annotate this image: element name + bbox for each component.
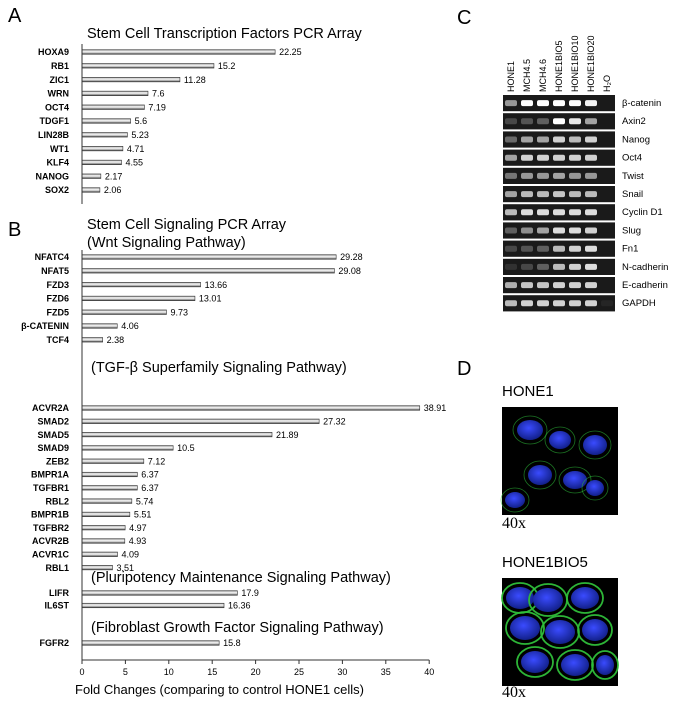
bar-label: WT1 xyxy=(50,143,69,154)
gel-band xyxy=(569,173,581,179)
panel-d-letter: D xyxy=(457,358,472,380)
bar-label: TDGF1 xyxy=(39,116,69,127)
lane-label: HONE1 xyxy=(506,60,516,92)
micrograph-title: HONE1 xyxy=(502,383,554,400)
x-tick-label: 15 xyxy=(207,667,218,677)
gel-band xyxy=(537,173,549,179)
cell-nucleus xyxy=(510,616,540,640)
bar xyxy=(82,459,144,464)
data-label: 29.28 xyxy=(340,252,363,263)
data-label: 2.17 xyxy=(104,171,123,182)
data-label: 3.51 xyxy=(116,562,134,573)
gel-band xyxy=(585,282,597,288)
gel-band xyxy=(537,228,549,234)
gel-band xyxy=(537,100,549,106)
data-label: 7.6 xyxy=(151,88,165,99)
bar xyxy=(82,641,219,646)
x-tick-label: 20 xyxy=(250,667,261,677)
magnification-label: 40x xyxy=(502,515,526,532)
gel-band xyxy=(521,282,533,288)
data-label: 38.91 xyxy=(423,403,447,414)
data-label: 13.66 xyxy=(204,279,228,290)
band-label: E-cadherin xyxy=(622,280,668,291)
bar-label: TGFBR2 xyxy=(33,522,69,533)
bar xyxy=(82,539,125,544)
gel-band xyxy=(553,209,565,215)
bar xyxy=(82,188,100,193)
lane-label: MCH4.6 xyxy=(538,58,548,92)
band-label: GAPDH xyxy=(622,298,656,310)
bar-label: KLF4 xyxy=(46,157,69,168)
bar xyxy=(82,552,118,557)
panel-b-bars xyxy=(21,252,446,648)
cell-nucleus xyxy=(545,620,575,644)
data-label: 6.37 xyxy=(141,469,159,480)
bar-label: ACVR1C xyxy=(31,549,69,560)
gel-band xyxy=(521,228,533,234)
x-tick-label: 5 xyxy=(122,667,128,677)
gel-band xyxy=(553,137,565,143)
bar-label: BMPR1B xyxy=(30,509,69,520)
bar xyxy=(82,269,334,274)
gel-band xyxy=(585,118,597,124)
gel-band xyxy=(521,137,533,143)
bar-label: NANOG xyxy=(35,171,69,182)
bar-label: FZD6 xyxy=(46,293,69,304)
gel-band xyxy=(569,155,581,161)
data-label: 22.25 xyxy=(279,47,302,58)
bar xyxy=(82,160,121,165)
bar xyxy=(82,419,319,424)
bar-label: SOX2 xyxy=(44,185,69,196)
gel-band xyxy=(553,155,565,161)
data-label: 11.28 xyxy=(183,74,206,85)
band-label: N-cadherin xyxy=(622,261,669,273)
data-label: 7.19 xyxy=(148,102,166,113)
cell-nucleus xyxy=(571,587,599,609)
bar xyxy=(82,77,180,82)
bar-label: β-CATENIN xyxy=(21,321,69,332)
panel-c-letter: C xyxy=(457,7,472,29)
data-label: 29.08 xyxy=(338,266,361,276)
data-label: 27.32 xyxy=(323,416,346,427)
bar-label: SMAD5 xyxy=(37,429,69,440)
cell-nucleus xyxy=(596,655,614,675)
data-label: 6.37 xyxy=(141,483,159,493)
gel-band xyxy=(505,246,517,252)
gel-band xyxy=(521,173,533,179)
bar xyxy=(82,591,237,596)
gel-band xyxy=(553,173,565,179)
gel-band xyxy=(537,118,549,124)
gel-band xyxy=(553,191,565,197)
gel-band xyxy=(505,155,517,161)
data-label: 7.12 xyxy=(147,456,166,467)
cell-nucleus xyxy=(521,651,549,673)
bar xyxy=(82,499,132,504)
x-tick-label: 0 xyxy=(79,667,85,677)
gel-band xyxy=(537,191,549,197)
band-label: Oct4 xyxy=(622,152,643,164)
data-label: 4.55 xyxy=(125,157,144,168)
cell-nucleus xyxy=(582,619,608,641)
cell-nucleus xyxy=(533,588,563,612)
gel-band xyxy=(521,246,533,252)
cell-nucleus xyxy=(528,465,552,485)
gel-band xyxy=(585,100,597,106)
bar xyxy=(82,105,144,110)
gel-band xyxy=(537,264,549,270)
bar-label: NFAT5 xyxy=(41,266,69,276)
panel-a-bars xyxy=(36,44,302,204)
gel-band xyxy=(569,246,581,252)
bar-label: SMAD9 xyxy=(37,443,69,454)
data-label: 4.97 xyxy=(129,522,147,533)
bar xyxy=(82,603,224,608)
data-label: 4.71 xyxy=(126,143,145,154)
bar xyxy=(82,512,130,517)
gel-band xyxy=(505,118,517,124)
gel-band xyxy=(505,191,517,197)
cell-nucleus xyxy=(505,492,525,508)
gel-band xyxy=(585,228,597,234)
gel-band xyxy=(537,282,549,288)
bar-label: SMAD2 xyxy=(37,416,69,427)
micrograph-title: HONE1BIO5 xyxy=(502,554,588,571)
gel-band xyxy=(505,300,517,306)
bar xyxy=(82,50,275,55)
data-label: 4.09 xyxy=(121,549,140,560)
bar-label: LIN28B xyxy=(37,130,69,140)
lane-label: HONE1BIO10 xyxy=(570,35,580,92)
bar-label: WRN xyxy=(47,88,69,99)
data-label: 5.74 xyxy=(135,496,154,507)
data-label: 13.01 xyxy=(198,293,222,304)
bar xyxy=(82,310,166,315)
bar xyxy=(82,91,148,96)
magnification-label: 40x xyxy=(502,684,526,701)
data-label: 15.8 xyxy=(223,638,241,649)
bar xyxy=(82,174,101,179)
gel-band xyxy=(521,191,533,197)
bar xyxy=(82,133,127,138)
gel-band xyxy=(505,228,517,234)
gel-band xyxy=(553,264,565,270)
data-label: 2.06 xyxy=(103,185,122,196)
gel-band xyxy=(569,191,581,197)
gel-band xyxy=(521,264,533,270)
gel-band xyxy=(553,246,565,252)
bar xyxy=(82,296,195,301)
gel-band xyxy=(553,228,565,234)
gel-band xyxy=(537,209,549,215)
data-label: 5.51 xyxy=(133,509,152,520)
band-label: Slug xyxy=(622,225,642,237)
band-label: β-catenin xyxy=(622,98,662,109)
bar-label: RB1 xyxy=(50,61,69,71)
bar-label: TCF4 xyxy=(46,335,69,345)
gel-band xyxy=(553,118,565,124)
gel-band xyxy=(569,228,581,234)
cell-nucleus xyxy=(563,471,587,489)
panel-b-letter: B xyxy=(8,219,22,241)
panel-d-micrographs xyxy=(501,383,618,701)
bar xyxy=(82,525,125,530)
data-label: 4.93 xyxy=(128,536,147,547)
data-label: 16.36 xyxy=(228,600,251,611)
gel-band xyxy=(521,209,533,215)
bar-label: ZIC1 xyxy=(49,74,69,85)
x-tick-label: 30 xyxy=(337,667,348,677)
gel-band xyxy=(521,100,533,106)
bar-label: RBL2 xyxy=(45,496,69,507)
gel-band xyxy=(505,137,517,143)
cell-nucleus xyxy=(586,480,604,496)
gel-band xyxy=(585,191,597,197)
band-label: Snail xyxy=(622,189,644,200)
gel-band xyxy=(585,246,597,252)
bar-label: ACVR2A xyxy=(31,403,69,414)
gel-band xyxy=(569,137,581,143)
bar xyxy=(82,282,201,287)
gel-band xyxy=(521,300,533,306)
band-label: Nanog xyxy=(622,134,650,146)
bar xyxy=(82,64,214,69)
cell-nucleus xyxy=(517,420,543,440)
bar-label: NFATC4 xyxy=(34,252,69,263)
gel-band xyxy=(585,155,597,161)
bar-label: TGFBR1 xyxy=(33,483,69,493)
gel-band xyxy=(569,282,581,288)
gel-band xyxy=(505,209,517,215)
gel-band xyxy=(601,300,613,306)
panel-c-gel xyxy=(503,35,668,311)
bar xyxy=(82,146,123,151)
band-label: Cyclin D1 xyxy=(622,207,663,219)
band-label: Axin2 xyxy=(622,116,646,128)
x-tick-label: 25 xyxy=(293,667,305,677)
cell-nucleus xyxy=(561,654,589,676)
bar-label: RBL1 xyxy=(45,562,69,573)
gel-band xyxy=(553,300,565,306)
gel-band xyxy=(537,300,549,306)
bar xyxy=(82,446,173,451)
gel-band xyxy=(553,100,565,106)
bar xyxy=(82,432,272,437)
group-title: (TGF-β Superfamily Signaling Pathway) xyxy=(91,360,347,376)
data-label: 5.6 xyxy=(134,116,148,127)
lane-label: HONE1BIO5 xyxy=(554,40,564,92)
gel-band xyxy=(505,173,517,179)
gel-band xyxy=(505,100,517,106)
gel-band xyxy=(569,100,581,106)
gel-band xyxy=(569,118,581,124)
bar xyxy=(82,338,103,343)
bar-label: ACVR2B xyxy=(31,536,69,547)
x-tick-label: 40 xyxy=(424,667,435,677)
bar xyxy=(82,255,336,260)
gel-band xyxy=(585,209,597,215)
gel-band xyxy=(505,264,517,270)
cell-nucleus xyxy=(549,431,571,449)
data-label: 2.38 xyxy=(106,335,125,345)
bar xyxy=(82,486,137,491)
gel-band xyxy=(585,173,597,179)
bar-label: FZD5 xyxy=(46,307,69,318)
gel-band xyxy=(537,155,549,161)
x-tick-label: 10 xyxy=(163,667,174,677)
bar xyxy=(82,472,137,477)
gel-band xyxy=(585,300,597,306)
band-label: Fn1 xyxy=(622,243,639,255)
bar xyxy=(82,406,420,411)
data-label: 17.9 xyxy=(241,588,259,599)
data-label: 5.23 xyxy=(131,130,149,140)
panel-b-x-axis-label: Fold Changes (comparing to control HONE1 cells) xyxy=(75,682,365,697)
cell-nucleus xyxy=(583,435,607,455)
gel-band xyxy=(537,137,549,143)
bar-label: ZEB2 xyxy=(45,456,69,467)
group-title: (Pluripotency Maintenance Signaling Pathway) xyxy=(91,570,391,586)
gel-band xyxy=(537,246,549,252)
data-label: 21.89 xyxy=(276,429,299,440)
bar-label: FGFR2 xyxy=(39,638,69,649)
lane-label: HONE1BIO20 xyxy=(586,35,596,92)
group-title: (Fibroblast Growth Factor Signaling Pathway) xyxy=(91,620,384,636)
bar xyxy=(82,324,117,329)
panel-b-title-line2: (Wnt Signaling Pathway) xyxy=(87,235,246,251)
gel-band xyxy=(553,282,565,288)
bar-label: HOXA9 xyxy=(37,47,69,58)
bar-label: OCT4 xyxy=(44,102,69,113)
bar-label: BMPR1A xyxy=(30,469,69,480)
panel-b-title-line1: Stem Cell Signaling PCR Array xyxy=(87,217,287,233)
lane-label: H₂O xyxy=(602,75,612,92)
gel-band xyxy=(505,282,517,288)
bar-label: LIFR xyxy=(49,588,69,599)
gel-band xyxy=(521,155,533,161)
bar xyxy=(82,119,131,124)
bar-label: IL6ST xyxy=(44,600,69,611)
data-label: 9.73 xyxy=(170,307,188,318)
gel-band xyxy=(585,264,597,270)
bar-label: FZD3 xyxy=(46,279,69,290)
band-label: Twist xyxy=(622,170,644,182)
data-label: 4.06 xyxy=(121,321,139,332)
gel-band xyxy=(569,300,581,306)
panel-a-title: Stem Cell Transcription Factors PCR Array xyxy=(87,26,362,42)
data-label: 10.5 xyxy=(177,443,195,454)
gel-band xyxy=(569,264,581,270)
lane-label: MCH4.5 xyxy=(522,58,532,92)
x-tick-label: 35 xyxy=(380,667,391,677)
gel-band xyxy=(569,209,581,215)
gel-band xyxy=(585,137,597,143)
gel-band xyxy=(521,118,533,124)
panel-a-letter: A xyxy=(8,5,22,27)
data-label: 15.2 xyxy=(217,61,236,71)
